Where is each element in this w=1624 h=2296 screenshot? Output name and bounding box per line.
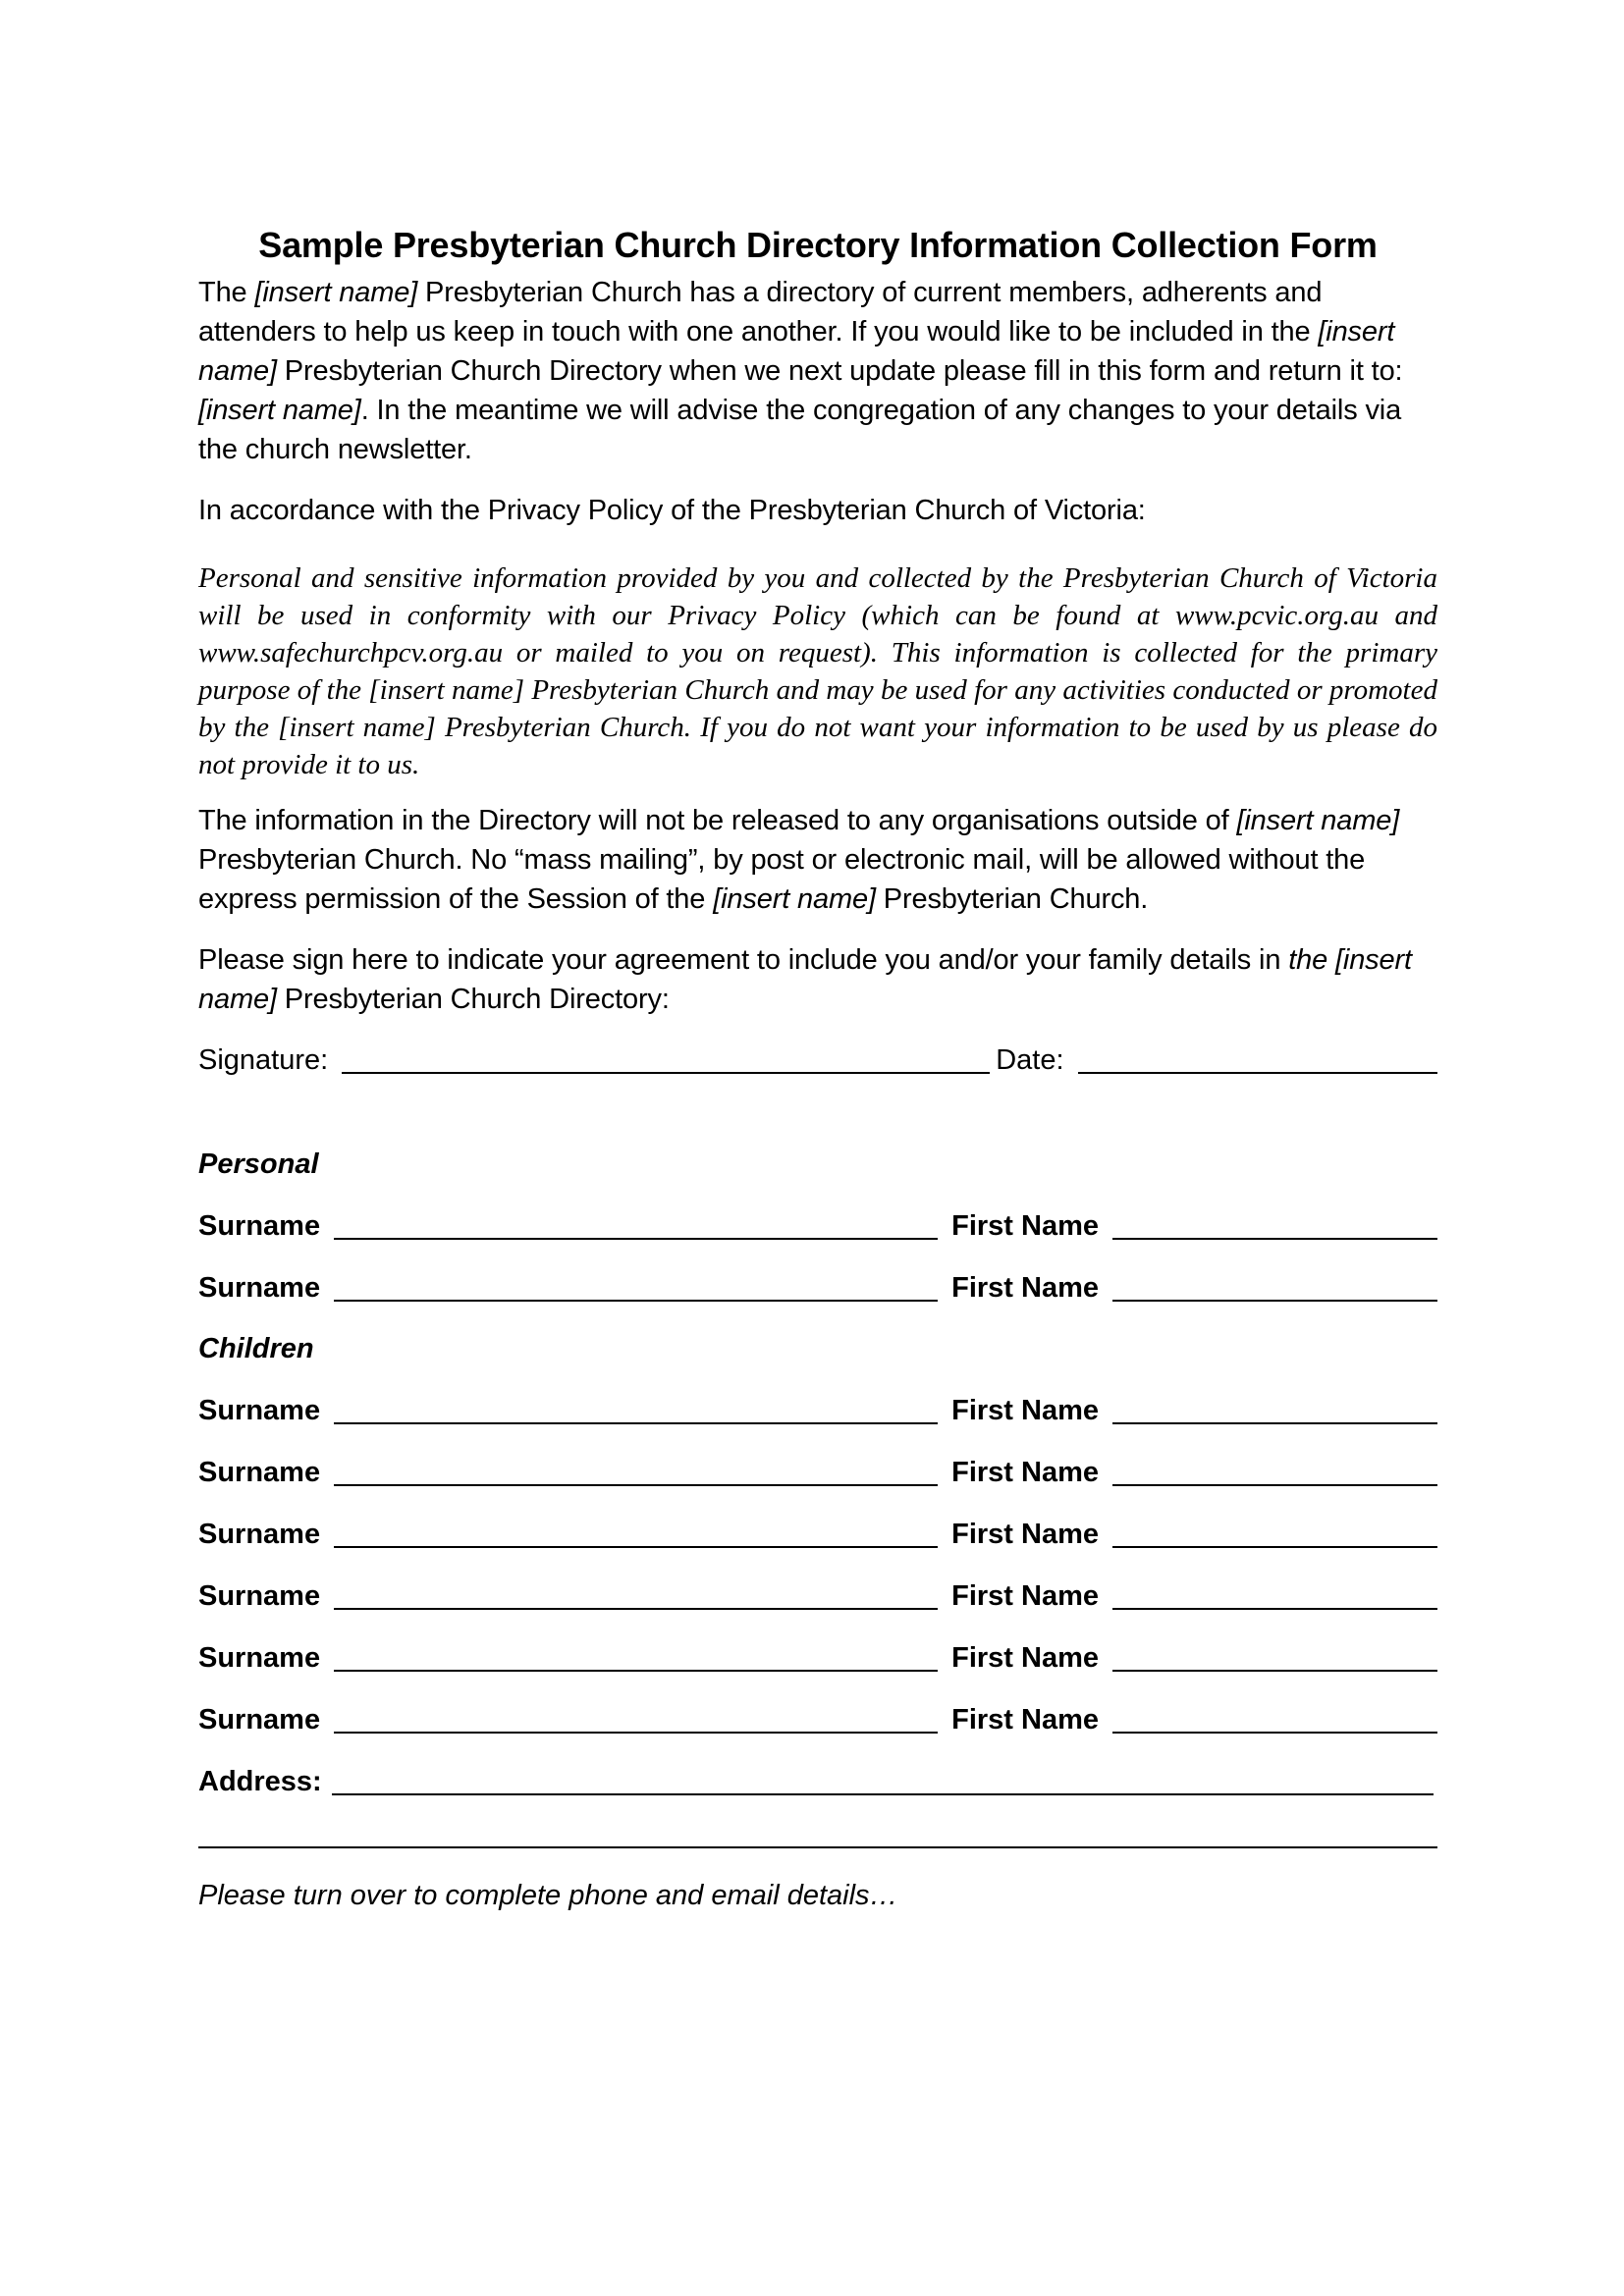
- surname-label: Surname: [198, 1457, 321, 1488]
- address-field-line-2[interactable]: [198, 1809, 1437, 1848]
- first-name-label: First Name: [951, 1457, 1099, 1488]
- surname-label: Surname: [198, 1642, 321, 1674]
- first-name-label: First Name: [951, 1210, 1099, 1242]
- personal-heading: Personal: [198, 1148, 319, 1180]
- first-name-field[interactable]: [1112, 1517, 1437, 1548]
- page-title: Sample Presbyterian Church Directory Information Collection Form: [258, 225, 1378, 265]
- child-name-row-2: [198, 1453, 1437, 1492]
- address-field[interactable]: [332, 1764, 1434, 1795]
- address-label: Address:: [198, 1766, 322, 1797]
- privacy-intro: In accordance with the Privacy Policy of the Presbyterian Church of Victoria:: [198, 495, 1146, 526]
- first-name-field[interactable]: [1112, 1393, 1437, 1424]
- date-label: Date:: [996, 1044, 1064, 1076]
- turn-over-note: Please turn over to complete phone and email details…: [198, 1880, 898, 1911]
- first-name-field[interactable]: [1112, 1270, 1437, 1302]
- surname-field[interactable]: [334, 1393, 938, 1424]
- first-name-label: First Name: [951, 1519, 1099, 1550]
- surname-field[interactable]: [334, 1208, 938, 1240]
- signature-label: Signature:: [198, 1044, 329, 1076]
- first-name-label: First Name: [951, 1272, 1099, 1304]
- surname-field[interactable]: [334, 1702, 938, 1734]
- surname-field[interactable]: [334, 1270, 938, 1302]
- first-name-field[interactable]: [1112, 1702, 1437, 1734]
- personal-name-row-2: [198, 1268, 1437, 1308]
- child-name-row-5: [198, 1638, 1437, 1678]
- surname-field[interactable]: [334, 1640, 938, 1672]
- signature-field[interactable]: [342, 1042, 990, 1074]
- address-row: [198, 1762, 1437, 1801]
- child-name-row-6: [198, 1700, 1437, 1739]
- intro-paragraph: The [insert name] Presbyterian Church has a directory of current members, adherents and attenders to help us keep in touch with one another. If you would like to be included in the [insert name] Presbyterian Church Directory when we next update please fill in this form and return it to: [insert name]. In the meantime we will advise the congregation of any changes to your details via the church newsletter.: [198, 277, 1403, 465]
- child-name-row-3: [198, 1515, 1437, 1554]
- surname-label: Surname: [198, 1272, 321, 1304]
- children-heading: Children: [198, 1333, 314, 1364]
- first-name-label: First Name: [951, 1642, 1099, 1674]
- child-name-row-4: [198, 1576, 1437, 1616]
- first-name-field[interactable]: [1112, 1640, 1437, 1672]
- first-name-label: First Name: [951, 1580, 1099, 1612]
- child-name-row-1: [198, 1391, 1437, 1430]
- surname-label: Surname: [198, 1704, 321, 1735]
- surname-field[interactable]: [334, 1455, 938, 1486]
- personal-name-row-1: [198, 1206, 1437, 1246]
- surname-label: Surname: [198, 1210, 321, 1242]
- first-name-field[interactable]: [1112, 1208, 1437, 1240]
- agreement-paragraph: Please sign here to indicate your agreement to include you and/or your family details in the [insert name] Presbyterian Church Directory:: [198, 944, 1412, 1015]
- first-name-label: First Name: [951, 1704, 1099, 1735]
- signature-row: [198, 1041, 1437, 1080]
- release-paragraph: The information in the Directory will not be released to any organisations outside of [insert name] Presbyterian Church. No “mass mailing”, by post or electronic mail, will be allowed without the express permission of the Session of the [insert name] Presbyterian Church.: [198, 805, 1400, 915]
- surname-field[interactable]: [334, 1517, 938, 1548]
- first-name-label: First Name: [951, 1395, 1099, 1426]
- first-name-field[interactable]: [1112, 1578, 1437, 1610]
- surname-label: Surname: [198, 1519, 321, 1550]
- surname-label: Surname: [198, 1580, 321, 1612]
- surname-field[interactable]: [334, 1578, 938, 1610]
- form-content: [198, 218, 1437, 1944]
- date-field[interactable]: [1078, 1042, 1437, 1074]
- first-name-field[interactable]: [1112, 1455, 1437, 1486]
- spacer: [198, 1080, 1437, 1145]
- surname-label: Surname: [198, 1395, 321, 1426]
- privacy-policy-text: Personal and sensitive information provided by you and collected by the Presbyterian Church of Victoria will be used in conformity with our Privacy Policy (which can be found at www.pcvic.org.au and www.safechurchpcv.org.au or mailed to you on request). This information is collected for the primary purpose of the [insert name] Presbyterian Church and may be used for any activities conducted or promoted by the [insert name] Presbyterian Church. If you do not want your information to be used by us please do not provide it to us.: [198, 562, 1437, 780]
